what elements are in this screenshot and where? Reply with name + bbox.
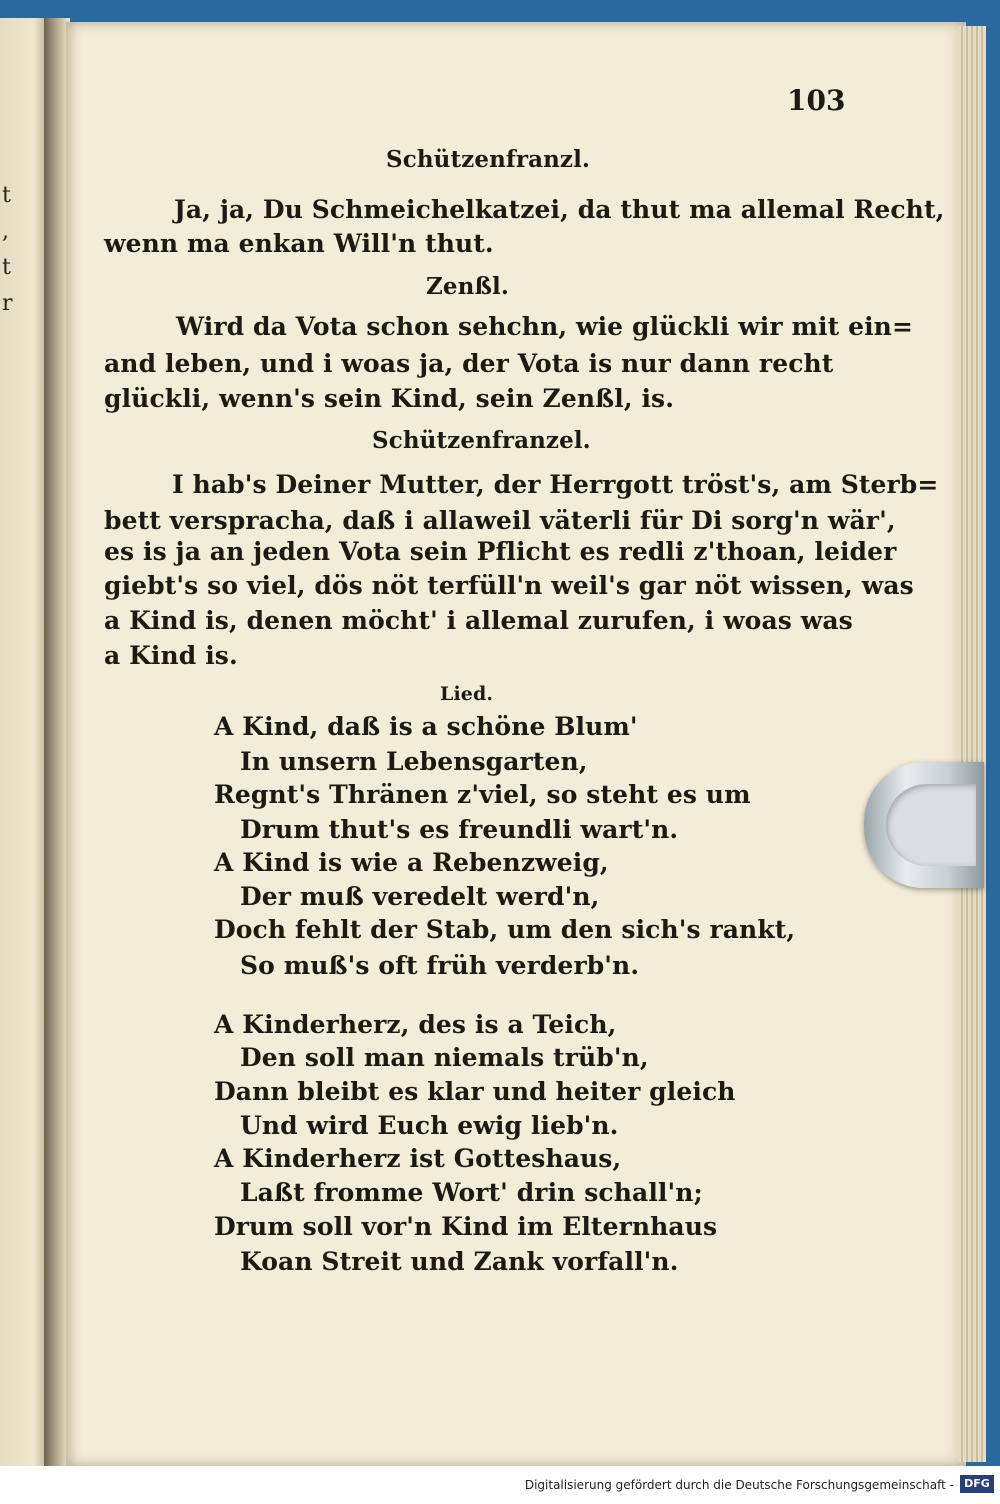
verse-line: Drum soll vor'n Kind im Elternhaus (214, 1212, 718, 1241)
verse-line: Doch fehlt der Stab, um den sich's rankt, (214, 915, 796, 944)
text-line: and leben, und i woas ja, der Vota is nur dann recht (104, 349, 834, 378)
prev-mark: t (2, 255, 11, 280)
verse-line: So muß's oft früh verderb'n. (240, 951, 640, 980)
verse-line: A Kinderherz ist Gotteshaus, (214, 1144, 622, 1173)
verse-line: In unsern Lebensgarten, (240, 747, 588, 776)
verse-line: Koan Streit und Zank vorfall'n. (240, 1247, 679, 1276)
previous-page-marks (2, 178, 12, 322)
speaker-heading: Schützenfranzl. (386, 146, 591, 173)
verse-line: Der muß veredelt werd'n, (240, 882, 600, 911)
prev-mark: , (2, 219, 9, 244)
text-line: a Kind is. (104, 641, 238, 670)
prev-mark: r (2, 291, 13, 316)
text-line: wenn ma enkan Will'n thut. (104, 229, 494, 258)
text-line: I hab's Deiner Mutter, der Herrgott tröst's, am Sterb= (172, 470, 939, 499)
song-title: Lied. (440, 683, 494, 705)
text-line: bett verspracha, daß i allaweil väterli für Di sorg'n wär', (104, 506, 896, 535)
verse-line: Laßt fromme Wort' drin schall'n; (240, 1178, 703, 1207)
verse-line: Regnt's Thränen z'viel, so steht es um (214, 780, 751, 809)
verse-line: A Kind is wie a Rebenzweig, (214, 848, 609, 877)
speaker-heading: Zenßl. (426, 273, 509, 300)
verse-line: A Kinderherz, des is a Teich, (214, 1010, 617, 1039)
speaker-heading: Schützenfranzel. (372, 427, 591, 454)
book-clip-inner (886, 784, 976, 866)
text-line: es is ja an jeden Vota sein Pflicht es redli z'thoan, leider (104, 537, 897, 566)
verse-line: Und wird Euch ewig lieb'n. (240, 1111, 619, 1140)
verse-line: Den soll man niemals trüb'n, (240, 1043, 649, 1072)
verse-line: Dann bleibt es klar und heiter gleich (214, 1077, 736, 1106)
text-line: giebt's so viel, dös nöt terfüll'n weil's gar nöt wissen, was (104, 571, 914, 600)
previous-page-edge (0, 18, 48, 1468)
book-clip (864, 762, 984, 888)
text-line: glückli, wenn's sein Kind, sein Zenßl, is. (104, 384, 675, 413)
page-stack-edge (958, 26, 986, 1462)
dfg-logo: DFG (960, 1475, 994, 1493)
prev-mark: t (2, 183, 11, 208)
footer-bar (0, 1466, 1000, 1504)
text-line: Wird da Vota schon sehchn, wie glückli wir mit ein= (176, 312, 914, 341)
verse-line: A Kind, daß is a schöne Blum' (214, 712, 638, 741)
page-number: 103 (787, 84, 846, 117)
footer-credit: Digitalisierung gefördert durch die Deutsche Forschungsgemeinschaft - (524, 1478, 954, 1492)
text-line: a Kind is, denen möcht' i allemal zurufen, i woas was (104, 606, 853, 635)
verse-line: Drum thut's es freundli wart'n. (240, 815, 679, 844)
text-line: Ja, ja, Du Schmeichelkatzei, da thut ma allemal Recht, (174, 195, 945, 224)
